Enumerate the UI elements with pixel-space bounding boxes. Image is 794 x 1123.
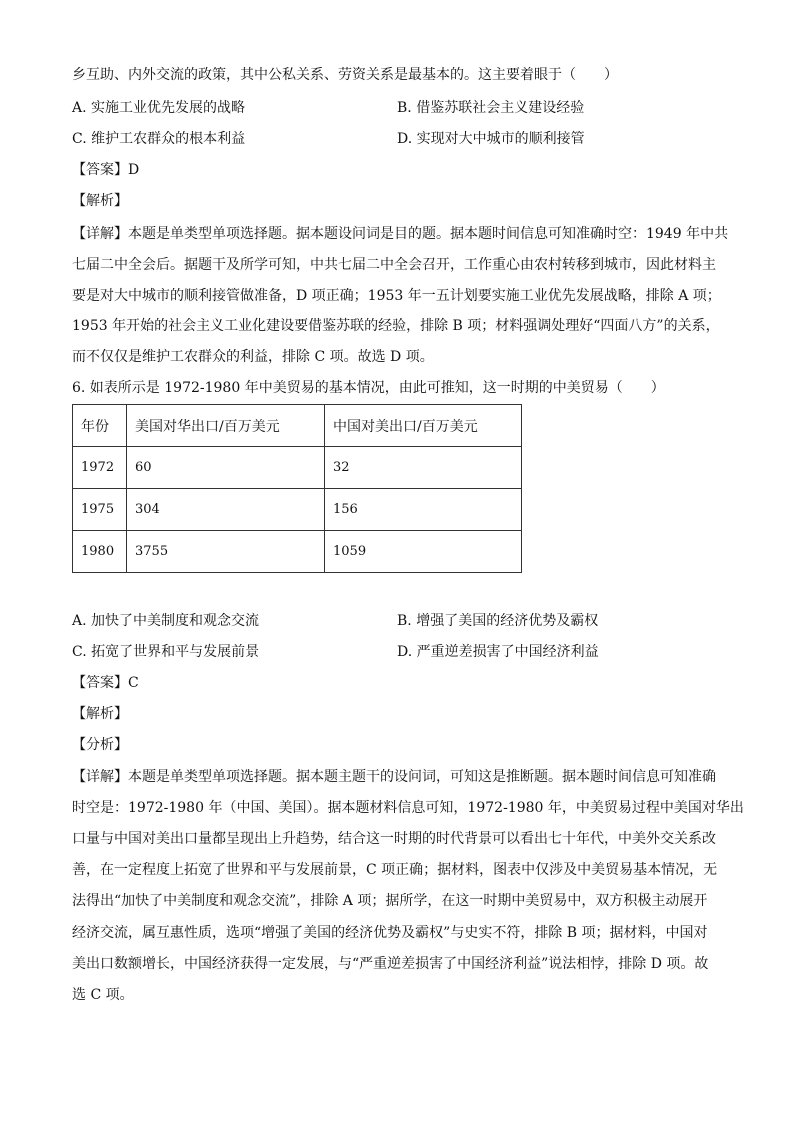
q6-detail-line: 选 C 项。 — [72, 987, 134, 1003]
table-header-cell: 年份 — [73, 405, 127, 447]
table-cell: 1972 — [73, 447, 127, 489]
q6-option-a: A. 加快了中美制度和观念交流 — [72, 613, 260, 629]
q6-option-b: B. 增强了美国的经济优势及霸权 — [397, 613, 599, 629]
table-cell: 156 — [325, 489, 522, 531]
q5-option-c: C. 维护工农群众的根本利益 — [72, 131, 246, 147]
table-cell: 1975 — [73, 489, 127, 531]
trade-table — [72, 404, 522, 573]
q6-analysis-label: 【解析】 — [72, 706, 128, 722]
q6-option-c: C. 拓宽了世界和平与发展前景 — [72, 644, 260, 660]
q5-detail-line: 1953 年开始的社会主义工业化建设要借鉴苏联的经验，排除 B 项；材料强调处理好“四面八方”的关系， — [72, 318, 720, 334]
q6-stem: 6. 如表所示是 1972-1980 年中美贸易的基本情况，由此可推知，这一时期的中美贸易（ ） — [72, 380, 665, 396]
q6-detail-line: 法得出“加快了中美制度和观念交流”，排除 A 项；据所学，在这一时期中美贸易中，双方积极主动展开 — [72, 893, 708, 909]
table-cell: 3755 — [127, 531, 325, 573]
q5-stem: 乡互助、内外交流的政策，其中公私关系、劳资关系是最基本的。这主要着眼于（ ） — [72, 67, 618, 83]
q5-option-d: D. 实现对大中城市的顺利接管 — [397, 131, 585, 147]
table-row — [73, 447, 522, 489]
table-cell: 32 — [325, 447, 522, 489]
q5-detail-line: 要是对大中城市的顺利接管做准备，D 项正确；1953 年一五计划要实施工业优先发展战略，排除 A 项； — [72, 288, 721, 304]
table-cell: 1059 — [325, 531, 522, 573]
table-cell: 1980 — [73, 531, 127, 573]
table-header-cell: 美国对华出口/百万美元 — [127, 405, 325, 447]
q5-option-a: A. 实施工业优先发展的战略 — [72, 100, 246, 116]
q6-detail-line: 时空是：1972-1980 年（中国、美国）。据本题材料信息可知，1972-1980 年，中美贸易过程中美国对华出 — [72, 800, 744, 816]
table-cell: 60 — [127, 447, 325, 489]
q5-option-b: B. 借鉴苏联社会主义建设经验 — [397, 100, 585, 116]
q5-detail-line: 七届二中全会后。据题干及所学可知，中共七届二中全会召开，工作重心由农村转移到城市，因此材料主 — [72, 257, 716, 273]
table-row — [73, 531, 522, 573]
q6-detail-line: 善，在一定程度上拓宽了世界和平与发展前景，C 项正确；据材料，图表中仅涉及中美贸易基本情况，无 — [72, 862, 718, 878]
q5-analysis-label: 【解析】 — [72, 193, 128, 209]
table-header-cell: 中国对美出口/百万美元 — [325, 405, 522, 447]
q6-answer: 【答案】C — [72, 675, 139, 691]
q6-detail-line: 口量与中国对美出口量都呈现出上升趋势，结合这一时期的时代背景可以看出七十年代，中美外交关系改 — [72, 831, 716, 847]
q6-detail-line: 经济交流，属互惠性质，选项“增强了美国的经济优势及霸权”与史实不符，排除 B 项；据材料，中国对 — [72, 925, 708, 941]
q5-detail-line: 而不仅仅是维护工农群众的利益，排除 C 项。故选 D 项。 — [72, 349, 434, 365]
q6-option-d: D. 严重逆差损害了中国经济利益 — [397, 644, 599, 660]
table-header-row — [73, 405, 522, 447]
table-cell: 304 — [127, 489, 325, 531]
q6-fenxi-label: 【分析】 — [72, 737, 128, 753]
q5-detail-line: 【详解】本题是单类型单项选择题。据本题设问词是目的题。据本题时间信息可知准确时空：1949 年中共 — [72, 226, 729, 242]
q6-detail-line: 美出口数额增长，中国经济获得一定发展，与“严重逆差损害了中国经济利益”说法相悖，排除 D 项。故 — [72, 956, 709, 972]
table-row — [73, 489, 522, 531]
q5-answer: 【答案】D — [72, 162, 140, 178]
q6-detail-line: 【详解】本题是单类型单项选择题。据本题主题干的设问词，可知这是推断题。据本题时间信息可知准确 — [72, 769, 716, 785]
